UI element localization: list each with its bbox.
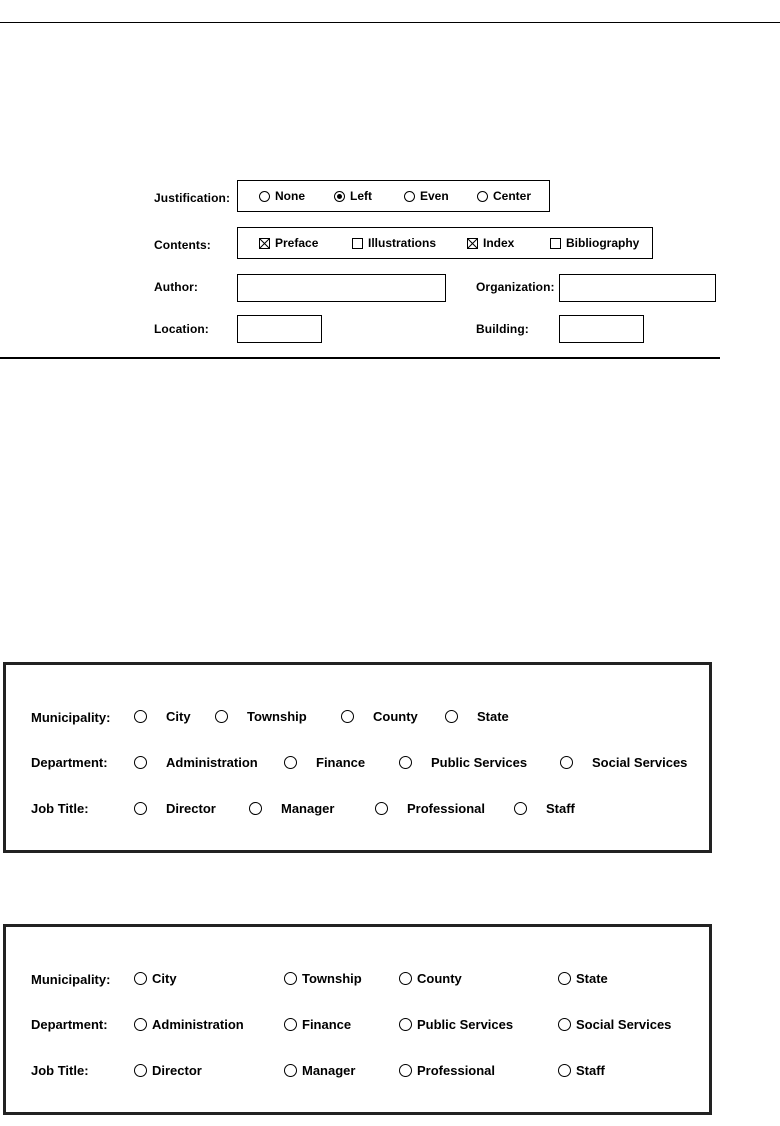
radio-off-icon	[560, 756, 573, 769]
radio-off-icon	[558, 1064, 571, 1077]
department-administration-radio[interactable]: Administration	[134, 755, 258, 770]
radio-off-icon	[284, 1064, 297, 1077]
municipality-county-radio[interactable]: County	[341, 709, 418, 724]
department-finance-radio[interactable]: Finance	[284, 755, 365, 770]
job-title-director-radio[interactable]: Director	[134, 1063, 202, 1078]
organization-input[interactable]	[559, 274, 716, 302]
checkbox-unchecked-icon	[352, 238, 363, 249]
checkbox-checked-icon	[259, 238, 270, 249]
location-input[interactable]	[237, 315, 322, 343]
form1-bottom-divider	[0, 357, 720, 359]
radio-off-icon	[134, 802, 147, 815]
department-social-services-radio[interactable]: Social Services	[558, 1017, 671, 1032]
contents-index-checkbox[interactable]: Index	[467, 236, 514, 250]
radio-off-icon	[284, 1018, 297, 1031]
justification-center-radio[interactable]: Center	[477, 189, 531, 203]
radio-off-icon	[134, 1064, 147, 1077]
contents-illustrations-checkbox[interactable]: Illustrations	[352, 236, 436, 250]
radio-off-icon	[284, 756, 297, 769]
municipality-township-radio[interactable]: Township	[215, 709, 307, 724]
radio-off-icon	[399, 756, 412, 769]
justification-even-radio[interactable]: Even	[404, 189, 449, 203]
justification-left-radio[interactable]: Left	[334, 189, 372, 203]
radio-off-icon	[249, 802, 262, 815]
job-title-manager-radio[interactable]: Manager	[284, 1063, 355, 1078]
checkbox-unchecked-icon	[550, 238, 561, 249]
author-input[interactable]	[237, 274, 446, 302]
radio-off-icon	[134, 1018, 147, 1031]
radio-off-icon	[399, 1018, 412, 1031]
author-label: Author:	[154, 280, 199, 294]
radio-on-icon	[334, 191, 345, 202]
municipality-state-radio[interactable]: State	[558, 971, 608, 986]
location-label: Location:	[154, 322, 209, 336]
panel-unaligned	[3, 662, 712, 853]
radio-off-icon	[514, 802, 527, 815]
radio-off-icon	[134, 756, 147, 769]
radio-off-icon	[134, 710, 147, 723]
department-label: Department:	[31, 755, 108, 770]
department-public-services-radio[interactable]: Public Services	[399, 755, 527, 770]
radio-off-icon	[404, 191, 415, 202]
job-title-director-radio[interactable]: Director	[134, 801, 216, 816]
building-input[interactable]	[559, 315, 644, 343]
job-title-staff-radio[interactable]: Staff	[558, 1063, 605, 1078]
radio-off-icon	[215, 710, 228, 723]
department-finance-radio[interactable]: Finance	[284, 1017, 351, 1032]
checkbox-checked-icon	[467, 238, 478, 249]
municipality-city-radio[interactable]: City	[134, 971, 177, 986]
justification-group	[237, 180, 550, 212]
job-title-staff-radio[interactable]: Staff	[514, 801, 575, 816]
building-label: Building:	[476, 322, 529, 336]
radio-off-icon	[558, 972, 571, 985]
municipality-county-radio[interactable]: County	[399, 971, 462, 986]
job-title-manager-radio[interactable]: Manager	[249, 801, 334, 816]
contents-group	[237, 227, 653, 259]
job-title-professional-radio[interactable]: Professional	[375, 801, 485, 816]
job-title-professional-radio[interactable]: Professional	[399, 1063, 495, 1078]
radio-off-icon	[399, 1064, 412, 1077]
contents-label: Contents:	[154, 238, 211, 252]
job-title-label: Job Title:	[31, 801, 89, 816]
job-title-label: Job Title:	[31, 1063, 89, 1078]
contents-preface-checkbox[interactable]: Preface	[259, 236, 318, 250]
municipality-township-radio[interactable]: Township	[284, 971, 362, 986]
municipality-state-radio[interactable]: State	[445, 709, 509, 724]
department-public-services-radio[interactable]: Public Services	[399, 1017, 513, 1032]
justification-label: Justification:	[154, 191, 231, 205]
radio-off-icon	[134, 972, 147, 985]
municipality-label: Municipality:	[31, 972, 111, 987]
radio-off-icon	[375, 802, 388, 815]
municipality-city-radio[interactable]: City	[134, 709, 191, 724]
radio-off-icon	[341, 710, 354, 723]
top-divider	[0, 22, 780, 23]
radio-off-icon	[284, 972, 297, 985]
contents-bibliography-checkbox[interactable]: Bibliography	[550, 236, 639, 250]
radio-off-icon	[399, 972, 412, 985]
radio-off-icon	[259, 191, 270, 202]
justification-none-radio[interactable]: None	[259, 189, 305, 203]
municipality-label: Municipality:	[31, 710, 111, 725]
radio-off-icon	[558, 1018, 571, 1031]
department-administration-radio[interactable]: Administration	[134, 1017, 244, 1032]
radio-off-icon	[445, 710, 458, 723]
department-label: Department:	[31, 1017, 108, 1032]
panel-aligned	[3, 924, 712, 1115]
radio-off-icon	[477, 191, 488, 202]
department-social-services-radio[interactable]: Social Services	[560, 755, 687, 770]
organization-label: Organization:	[476, 280, 555, 294]
